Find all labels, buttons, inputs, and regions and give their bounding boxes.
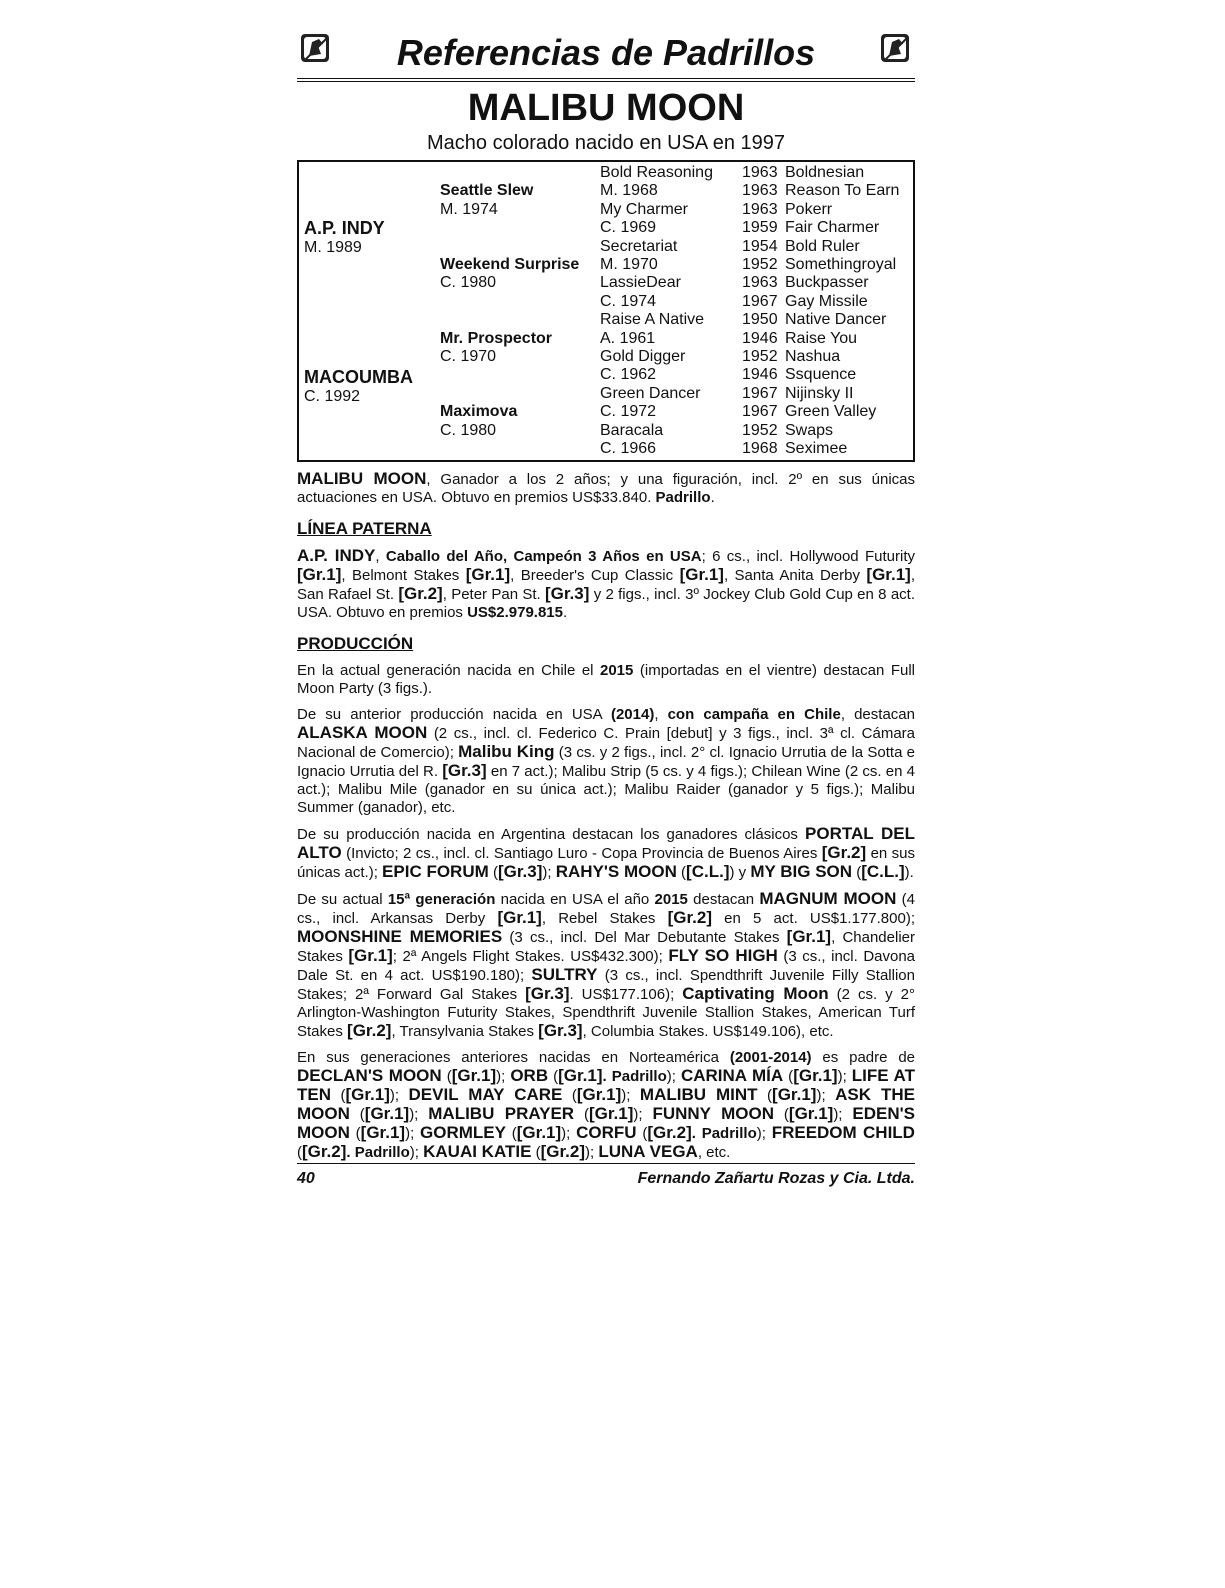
grandparent-name: Maximova bbox=[440, 403, 518, 421]
great-grandparent-info: C. 1972 bbox=[600, 403, 657, 421]
ancestor-year: 1967 bbox=[742, 403, 778, 421]
great-grandparent-info: C. 1962 bbox=[600, 366, 657, 384]
page-number: 40 bbox=[297, 1170, 315, 1187]
ancestor-name: Swaps bbox=[785, 421, 834, 439]
horse-name: MALIBU MOON bbox=[467, 87, 745, 129]
pedigree-table bbox=[297, 160, 915, 462]
great-grandparent-name: Baracala bbox=[600, 421, 664, 439]
grandparent-name: Seattle Slew bbox=[440, 182, 534, 200]
ancestor-name: Native Dancer bbox=[785, 311, 887, 329]
section-produccion: PRODUCCIÓN bbox=[297, 634, 414, 653]
ancestor-name: Nijinsky II bbox=[785, 384, 854, 402]
ancestor-name: Somethingroyal bbox=[785, 256, 897, 273]
page-header bbox=[297, 28, 915, 78]
ancestor-name: Nashua bbox=[785, 348, 841, 365]
horse-head-logo-icon bbox=[879, 30, 913, 64]
great-grandparent-info: C. 1974 bbox=[600, 292, 657, 310]
great-grandparent-name: Gold Digger bbox=[600, 348, 686, 365]
grandparent-info: C. 1970 bbox=[440, 348, 497, 365]
page-title: Referencias de Padrillos bbox=[396, 32, 816, 73]
ancestor-year: 1952 bbox=[742, 348, 778, 365]
grandparent-name: Mr. Prospector bbox=[440, 329, 553, 347]
grandparent-info: C. 1980 bbox=[440, 421, 497, 439]
intro-paragraph: MALIBU MOON, Ganador a los 2 años; y una figuración, incl. 2º en sus únicas actuaciones en USA. Obtuvo en premios US$33.840. Padrillo. bbox=[297, 469, 915, 506]
dam-info: C. 1992 bbox=[304, 388, 361, 405]
great-grandparent-name: My Charmer bbox=[600, 200, 689, 218]
ancestor-year: 1963 bbox=[742, 182, 778, 200]
ancestor-year: 1963 bbox=[742, 200, 778, 218]
section-linea-paterna: LÍNEA PATERNA bbox=[297, 519, 432, 538]
ancestor-year: 1954 bbox=[742, 237, 778, 255]
page-footer bbox=[297, 1163, 915, 1188]
produccion-paragraph-usa-2014: De su anterior producción nacida en USA (2014), con campaña en Chile, destacan ALASKA MOON (2 cs., incl. cl. Federico C. Prain [debut] y 3 figs., incl. 3ª cl. Cámara Nacional de Comercio); Malibu King (3 cs. y 2 figs., incl. 2° cl. Ignacio Urrutia de la Sotta e Ignacio Urrutia del R. [Gr.3] en 7 act.); Malibu Strip (5 cs. y 4 figs.); Chilean Wine (2 cs. en 4 act.); Malibu Mile (ganador en su única act.); Malibu Raider (ganador y 5 figs.); Malibu Summer (ganador), etc. bbox=[297, 706, 916, 816]
ancestor-name: Bold Ruler bbox=[785, 237, 860, 255]
produccion-paragraph-usa-2015: De su actual 15ª generación nacida en USA el año 2015 destacan MAGNUM MOON (4 cs., incl. Arkansas Derby [Gr.1], Rebel Stakes [Gr.2] en 5 act. US$1.177.800); MOONSHINE MEMORIES (3 cs., incl. Del Mar Debutante Stakes [Gr.1], Chandelier Stakes [Gr.1]; 2ª Angels Flight Stakes. US$432.300); FLY SO HIGH (3 cs., incl. Davona Dale St. en 4 act. US$190.180); SULTRY (3 cs., incl. Spendthrift Juvenile Filly Stallion Stakes; 2ª Forward Gal Stakes [Gr.3]. US$177.106); Captivating Moon (2 cs. y 2° Arlington-Washington Futurity Stakes, Spendthrift Juvenile Stallion Stakes, American Turf Stakes [Gr.2], Transylvania Stakes [Gr.3], Columbia Stakes. US$149.106), etc. bbox=[297, 889, 916, 1040]
grandparent-name: Weekend Surprise bbox=[440, 256, 580, 273]
dam-name: MACOUMBA bbox=[304, 367, 413, 387]
great-grandparent-name: Raise A Native bbox=[600, 311, 705, 329]
ancestor-name: Gay Missile bbox=[785, 292, 868, 310]
great-grandparent-name: Secretariat bbox=[600, 237, 678, 255]
publisher-name: Fernando Zañartu Rozas y Cia. Ltda. bbox=[637, 1170, 915, 1187]
great-grandparent-name: Green Dancer bbox=[600, 384, 701, 402]
great-grandparent-info: C. 1969 bbox=[600, 219, 657, 237]
ancestor-name: Raise You bbox=[785, 329, 858, 347]
ancestor-year: 1946 bbox=[742, 329, 778, 347]
header-rule bbox=[297, 78, 915, 82]
produccion-paragraph-chile: En la actual generación nacida en Chile el 2015 (importadas en el vientre) destacan Full Moon Party (3 figs.). bbox=[297, 662, 915, 697]
ancestor-year: 1967 bbox=[742, 292, 778, 310]
great-grandparent-info: C. 1966 bbox=[600, 440, 657, 457]
sire-name: A.P. INDY bbox=[304, 218, 385, 238]
great-grandparent-info: M. 1970 bbox=[600, 256, 658, 273]
great-grandparent-name: Bold Reasoning bbox=[600, 164, 713, 181]
great-grandparent-info: M. 1968 bbox=[600, 182, 658, 200]
ancestor-year: 1950 bbox=[742, 311, 778, 329]
grandparent-info: C. 1980 bbox=[440, 274, 497, 292]
ancestor-name: Buckpasser bbox=[785, 274, 869, 292]
ancestor-name: Fair Charmer bbox=[785, 219, 880, 237]
great-grandparent-info: A. 1961 bbox=[600, 329, 656, 347]
ancestor-year: 1952 bbox=[742, 256, 778, 273]
produccion-paragraph-argentina: De su producción nacida en Argentina destacan los ganadores clásicos PORTAL DEL ALTO (Invicto; 2 cs., incl. cl. Santiago Luro - Copa Provincia de Buenos Aires [Gr.2] en sus únicas act.); EPIC FORUM ([Gr.3]); RAHY'S MOON ([C.L.]) y MY BIG SON ([C.L.]). bbox=[297, 824, 915, 881]
ancestor-name: Boldnesian bbox=[785, 164, 865, 181]
paterna-paragraph: A.P. INDY, Caballo del Año, Campeón 3 Años en USA; 6 cs., incl. Hollywood Futurity [Gr.1], Belmont Stakes [Gr.1], Breeder's Cup Classic [Gr.1], Santa Anita Derby [Gr.1], San Rafael St. [Gr.2], Peter Pan St. [Gr.3] y 2 figs., incl. 3º Jockey Club Gold Cup en 8 act. USA. Obtuvo en premios US$2.979.815. bbox=[297, 546, 915, 621]
ancestor-name: Seximee bbox=[785, 440, 848, 457]
sire-info: M. 1989 bbox=[304, 239, 362, 256]
grandparent-info: M. 1974 bbox=[440, 200, 498, 218]
ancestor-year: 1946 bbox=[742, 366, 778, 384]
ancestor-year: 1959 bbox=[742, 219, 778, 237]
ancestor-year: 1963 bbox=[742, 274, 778, 292]
ancestor-year: 1952 bbox=[742, 421, 778, 439]
ancestor-year: 1968 bbox=[742, 440, 778, 457]
ancestor-name: Reason To Earn bbox=[785, 182, 900, 200]
ancestor-name: Pokerr bbox=[785, 200, 833, 218]
ancestor-year: 1967 bbox=[742, 384, 778, 402]
ancestor-year: 1963 bbox=[742, 164, 778, 181]
horse-description: Macho colorado nacido en USA en 1997 bbox=[426, 132, 786, 154]
ancestor-name: Ssquence bbox=[785, 366, 857, 384]
ancestor-name: Green Valley bbox=[785, 403, 877, 421]
produccion-paragraph-norteamerica: En sus generaciones anteriores nacidas en Norteamérica (2001-2014) es padre de DECLAN'S MOON ([Gr.1]); ORB ([Gr.1]. Padrillo); CARINA MÍA ([Gr.1]); LIFE AT TEN ([Gr.1]); DEVIL MAY CARE ([Gr.1]); MALIBU MINT ([Gr.1]); ASK THE MOON ([Gr.1]); MALIBU PRAYER ([Gr.1]); FUNNY MOON ([Gr.1]); EDEN'S MOON ([Gr.1]); GORMLEY ([Gr.1]); CORFU ([Gr.2]. Padrillo); FREEDOM CHILD ([Gr.2]. Padrillo); KAUAI KATIE ([Gr.2]); LUNA VEGA, etc. bbox=[297, 1049, 916, 1161]
document-page bbox=[297, 28, 916, 1187]
great-grandparent-name: LassieDear bbox=[600, 274, 681, 292]
